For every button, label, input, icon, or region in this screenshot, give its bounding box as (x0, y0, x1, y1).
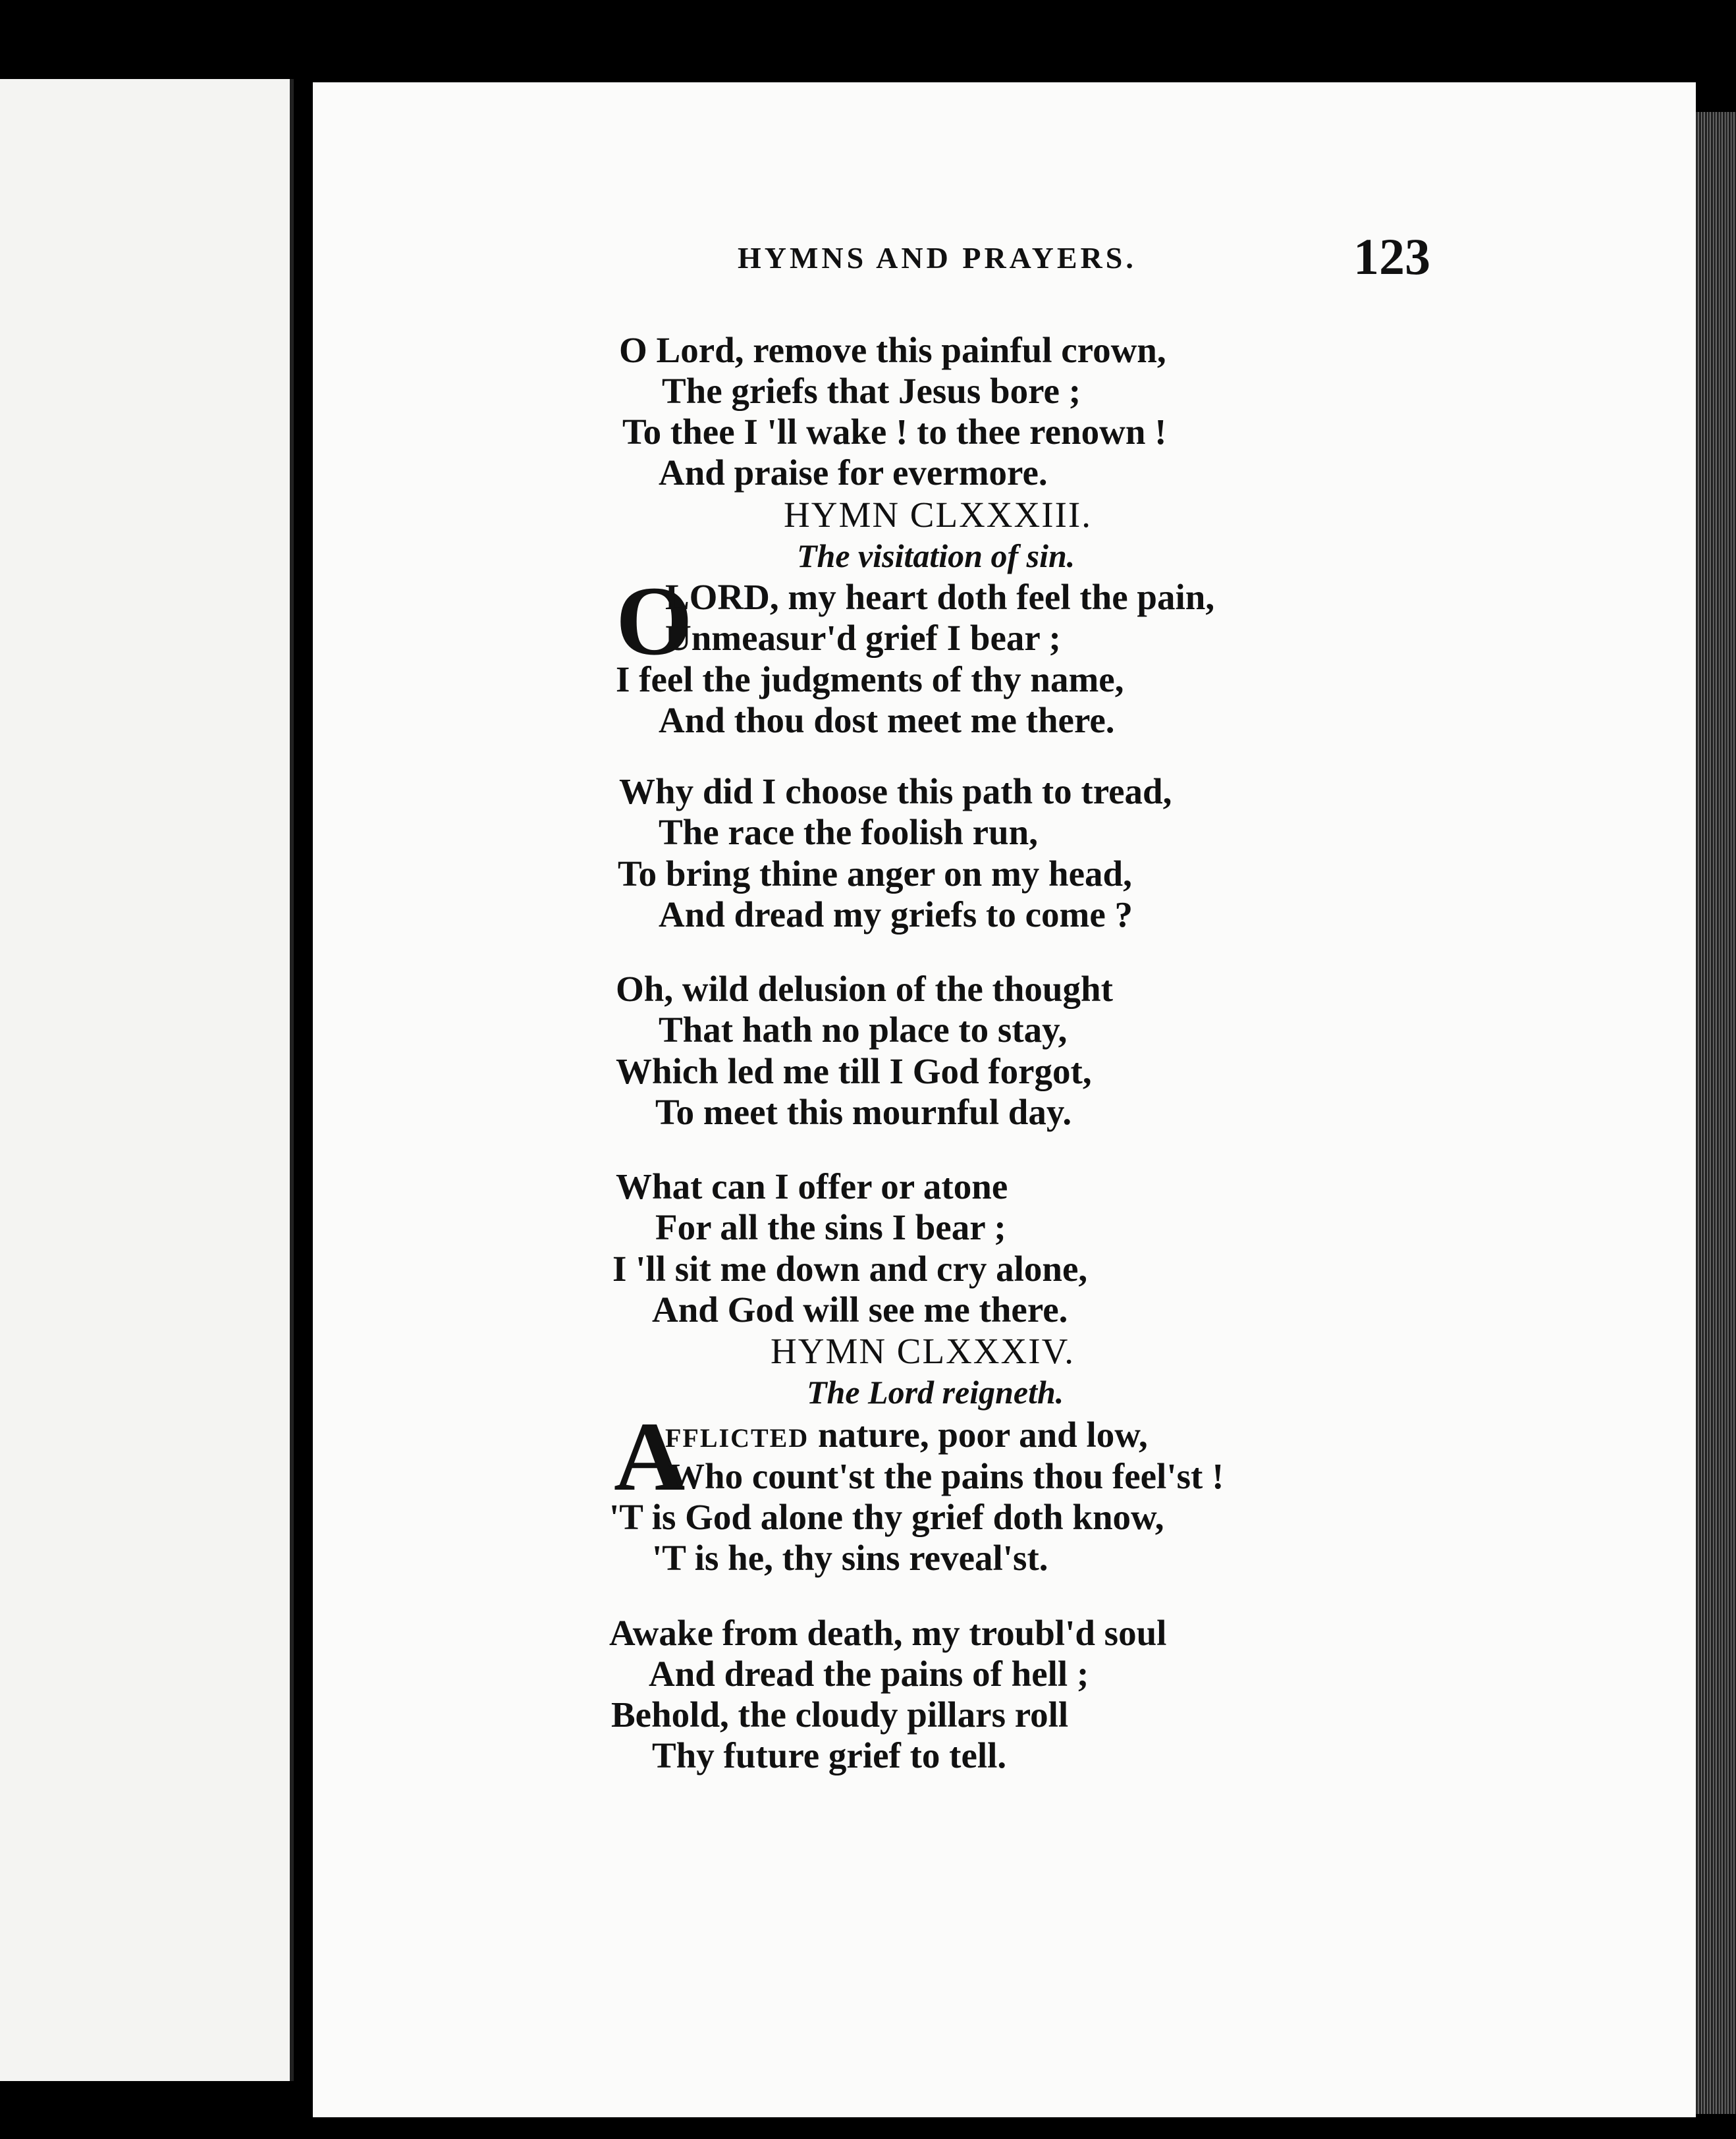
verse-line: I feel the judgments of thy name, (616, 659, 1124, 699)
verse-line: O Lord, remove this painful crown, (619, 330, 1166, 370)
verse-line: Which led me till I God forgot, (616, 1051, 1092, 1091)
verse-line: Unmeasur'd grief I bear ; (665, 618, 1061, 658)
small-caps-word: FFLICTED (665, 1423, 809, 1453)
hymn-title: HYMN CLXXXIV. (771, 1331, 1075, 1371)
facing-page (0, 79, 294, 2081)
verse-line: Oh, wild delusion of the thought (616, 969, 1113, 1009)
verse-line: And praise for evermore. (659, 452, 1048, 493)
verse-line: Thy future grief to tell. (652, 1735, 1007, 1775)
verse-line: Behold, the cloudy pillars roll (611, 1694, 1069, 1735)
hymn-subtitle: The visitation of sin. (797, 537, 1075, 574)
verse-line (665, 1414, 1148, 1455)
page-edges (1696, 112, 1736, 2114)
verse-line: Awake from death, my troubl'd soul (609, 1613, 1167, 1653)
drop-cap: A (614, 1402, 686, 1511)
verse-line-rest: nature, poor and low, (809, 1415, 1148, 1455)
verse-line: Why did I choose this path to tread, (619, 771, 1172, 811)
verse-line: That hath no place to stay, (659, 1010, 1068, 1050)
drop-cap: O (616, 566, 693, 676)
hymn-subtitle: The Lord reigneth. (807, 1374, 1064, 1411)
verse-line: 'T is he, thy sins reveal'st. (652, 1538, 1048, 1578)
verse-line: What can I offer or atone (616, 1166, 1008, 1206)
verse-line: And thou dost meet me there. (659, 700, 1115, 740)
verse-line: And dread my griefs to come ? (659, 894, 1133, 934)
page-number: 123 (1353, 228, 1430, 285)
verse-line: I 'll sit me down and cry alone, (612, 1249, 1088, 1289)
verse-line: To meet this mournful day. (655, 1092, 1072, 1132)
verse-line: And dread the pains of hell ; (649, 1654, 1089, 1694)
verse-line: 'T is God alone thy grief doth know, (609, 1497, 1164, 1537)
verse-line: The griefs that Jesus bore ; (662, 371, 1081, 411)
verse-line: To bring thine anger on my head, (618, 853, 1132, 894)
running-title: HYMNS AND PRAYERS. (738, 241, 1137, 275)
verse-line: And God will see me there. (652, 1289, 1068, 1330)
verse-line: For all the sins I bear ; (655, 1207, 1006, 1247)
verse-line: The race the foolish run, (659, 812, 1038, 852)
verse-line: Who count'st the pains thou feel'st ! (668, 1456, 1224, 1496)
verse-line: To thee I 'll wake ! to thee renown ! (622, 412, 1167, 452)
verse-line: LORD, my heart doth feel the pain, (665, 577, 1215, 617)
hymn-title: HYMN CLXXXIII. (784, 495, 1092, 535)
